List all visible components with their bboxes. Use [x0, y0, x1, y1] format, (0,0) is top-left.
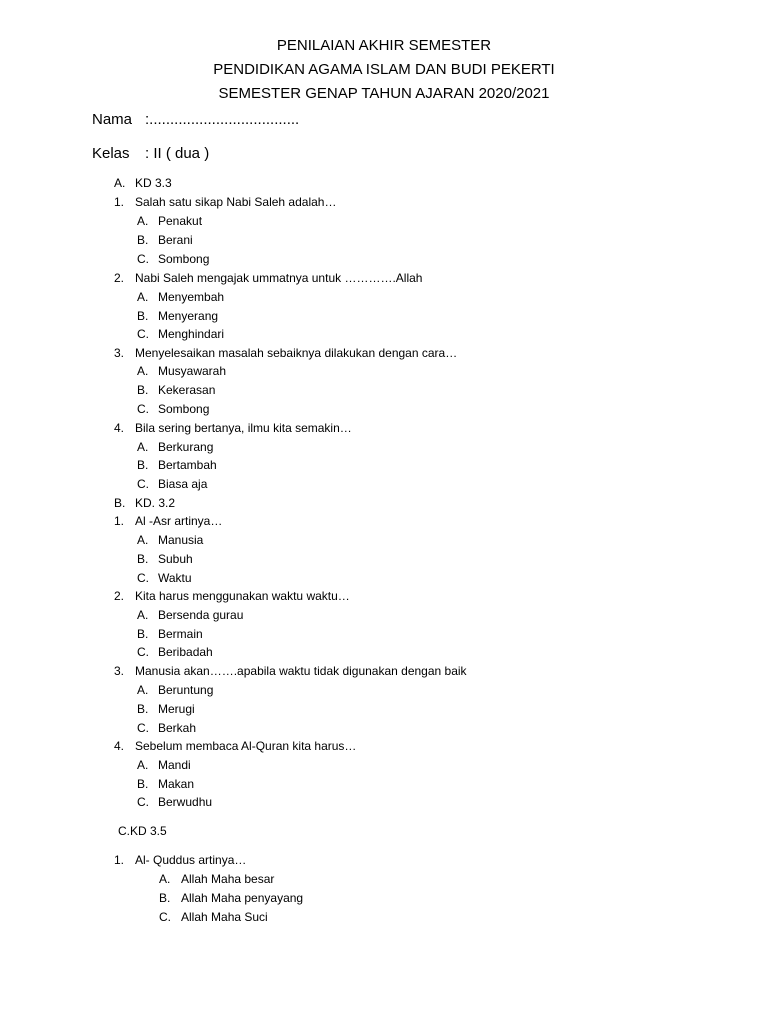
question-text: Sebelum membaca Al-Quran kita harus…: [135, 739, 357, 753]
option-letter: C.: [137, 645, 149, 659]
section-marker: B.: [114, 496, 126, 510]
section-marker: A.: [114, 176, 126, 190]
option-letter: A.: [159, 872, 171, 886]
option-text: Subuh: [158, 552, 193, 566]
option-text: Sombong: [158, 252, 210, 266]
option-text: Berwudhu: [158, 795, 213, 809]
option-text: Sombong: [158, 402, 210, 416]
question-number: 1.: [114, 853, 125, 867]
option-letter: A.: [137, 608, 149, 622]
option-letter: A.: [137, 533, 149, 547]
option-letter: C.: [137, 327, 149, 341]
question-number: 4.: [114, 739, 125, 753]
option-text: Bermain: [158, 627, 203, 641]
option-text: Makan: [158, 777, 195, 791]
name-label: Nama: [92, 111, 133, 128]
section-title: KD 3.3: [135, 176, 172, 190]
section-title: C.KD 3.5: [118, 824, 167, 838]
section-title: KD. 3.2: [135, 496, 176, 510]
option-text: Bersenda gurau: [158, 608, 244, 622]
option-text: Musyawarah: [158, 364, 227, 378]
class-value: : II ( dua ): [145, 145, 210, 162]
option-text: Penakut: [158, 214, 203, 228]
option-letter: B.: [137, 777, 149, 791]
option-letter: C.: [137, 477, 149, 491]
question-number: 3.: [114, 664, 125, 678]
option-text: Mandi: [158, 758, 191, 772]
question-text: Manusia akan…….apabila waktu tidak digunakan dengan baik: [135, 664, 467, 678]
class-field: [92, 145, 209, 163]
option-letter: C.: [137, 571, 149, 585]
option-letter: A.: [137, 758, 149, 772]
question-text: Nabi Saleh mengajak ummatnya untuk ………….Allah: [135, 271, 423, 285]
option-text: Berkurang: [158, 440, 214, 454]
option-letter: A.: [137, 683, 149, 697]
option-text: Kekerasan: [158, 383, 216, 397]
question-text: Al -Asr artinya…: [135, 514, 223, 528]
option-letter: B.: [159, 891, 171, 905]
option-letter: A.: [137, 214, 149, 228]
option-text: Berani: [158, 233, 193, 247]
option-text: Berkah: [158, 721, 197, 735]
option-letter: A.: [137, 440, 149, 454]
option-text: Allah Maha Suci: [181, 910, 268, 924]
subject-title: PENDIDIKAN AGAMA ISLAM DAN BUDI PEKERTI: [213, 61, 555, 78]
name-field: [92, 111, 299, 129]
option-text: Menyerang: [158, 309, 219, 323]
option-letter: B.: [137, 233, 149, 247]
option-letter: B.: [137, 702, 149, 716]
question-text: Bila sering bertanya, ilmu kita semakin…: [135, 421, 352, 435]
option-letter: C.: [137, 402, 149, 416]
semester-title: SEMESTER GENAP TAHUN AJARAN 2020/2021: [218, 85, 550, 102]
option-letter: B.: [137, 627, 149, 641]
question-text: Menyelesaikan masalah sebaiknya dilakukan dengan cara…: [135, 346, 458, 360]
option-letter: B.: [137, 552, 149, 566]
option-letter: A.: [137, 290, 149, 304]
question-number: 2.: [114, 589, 125, 603]
option-letter: A.: [137, 364, 149, 378]
option-text: Merugi: [158, 702, 195, 716]
option-letter: C.: [137, 721, 149, 735]
option-text: Menghindari: [158, 327, 225, 341]
option-text: Beribadah: [158, 645, 213, 659]
option-text: Beruntung: [158, 683, 214, 697]
question-number: 2.: [114, 271, 125, 285]
option-letter: B.: [137, 309, 149, 323]
question-number: 3.: [114, 346, 125, 360]
option-text: Biasa aja: [158, 477, 208, 491]
option-letter: C.: [159, 910, 171, 924]
question-text: Kita harus menggunakan waktu waktu…: [135, 589, 350, 603]
option-text: Bertambah: [158, 458, 217, 472]
option-letter: C.: [137, 795, 149, 809]
question-text: Salah satu sikap Nabi Saleh adalah…: [135, 195, 337, 209]
option-letter: B.: [137, 458, 149, 472]
exam-title: PENILAIAN AKHIR SEMESTER: [276, 37, 492, 54]
option-text: Waktu: [158, 571, 192, 585]
question-number: 4.: [114, 421, 125, 435]
option-text: Allah Maha besar: [181, 872, 275, 886]
question-text: Al- Quddus artinya…: [135, 853, 247, 867]
class-label: Kelas: [92, 145, 130, 162]
option-letter: C.: [137, 252, 149, 266]
question-number: 1.: [114, 195, 125, 209]
question-number: 1.: [114, 514, 125, 528]
name-value: :....................................: [145, 111, 300, 128]
option-text: Manusia: [158, 533, 204, 547]
option-letter: B.: [137, 383, 149, 397]
option-text: Allah Maha penyayang: [181, 891, 304, 905]
option-text: Menyembah: [158, 290, 225, 304]
